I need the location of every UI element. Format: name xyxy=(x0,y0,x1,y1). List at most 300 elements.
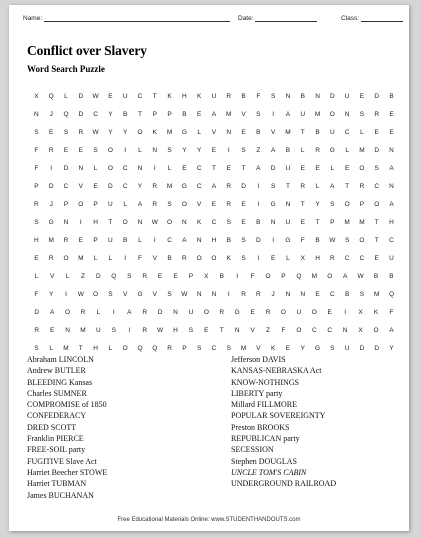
grid-letter[interactable]: P xyxy=(167,110,172,118)
grid-letter[interactable]: E xyxy=(270,254,276,262)
grid-letter[interactable]: E xyxy=(315,164,320,172)
grid-letter[interactable]: Q xyxy=(111,272,117,280)
grid-letter[interactable]: E xyxy=(157,272,163,280)
grid-letter[interactable]: M xyxy=(359,218,365,226)
grid-letter[interactable]: B xyxy=(315,128,320,136)
grid-letter[interactable]: S xyxy=(93,146,98,154)
grid-letter[interactable]: L xyxy=(138,146,142,154)
grid-letter[interactable]: N xyxy=(34,110,39,118)
grid-letter[interactable]: M xyxy=(344,218,350,226)
grid-letter[interactable]: I xyxy=(112,308,115,316)
grid-letter[interactable]: V xyxy=(196,200,202,208)
grid-letter[interactable]: B xyxy=(256,128,261,136)
grid-letter[interactable]: T xyxy=(108,218,113,226)
grid-letter[interactable]: N xyxy=(300,290,306,298)
grid-letter[interactable]: Q xyxy=(388,290,395,298)
grid-letter[interactable]: R xyxy=(256,290,261,298)
grid-letter[interactable]: E xyxy=(182,164,187,172)
grid-letter[interactable]: N xyxy=(226,128,232,136)
grid-letter[interactable]: A xyxy=(127,308,132,316)
grid-letter[interactable]: T xyxy=(152,92,157,100)
grid-letter[interactable]: T xyxy=(345,182,350,190)
grid-letter[interactable]: S xyxy=(241,254,246,262)
grid-letter[interactable]: A xyxy=(49,308,55,316)
grid-letter[interactable]: N xyxy=(196,290,202,298)
grid-letter[interactable]: F xyxy=(34,146,39,154)
grid-letter[interactable]: T xyxy=(241,164,246,172)
grid-letter[interactable]: R xyxy=(142,272,148,280)
grid-letter[interactable]: M xyxy=(166,128,173,136)
grid-letter[interactable]: O xyxy=(359,236,365,244)
grid-letter[interactable]: W xyxy=(92,128,99,136)
grid-letter[interactable]: R xyxy=(34,200,39,208)
grid-letter[interactable]: D xyxy=(241,182,246,190)
grid-letter[interactable]: Y xyxy=(108,110,113,118)
grid-letter[interactable]: P xyxy=(182,344,187,352)
grid-letter[interactable]: A xyxy=(330,182,335,190)
grid-letter[interactable]: R xyxy=(226,182,232,190)
grid-letter[interactable]: R xyxy=(142,326,148,334)
grid-letter[interactable]: E xyxy=(389,128,394,136)
grid-letter[interactable]: O xyxy=(78,200,84,208)
class-line[interactable] xyxy=(361,14,403,22)
grid-letter[interactable]: N xyxy=(389,146,394,154)
grid-letter[interactable]: A xyxy=(182,236,187,244)
grid-letter[interactable]: P xyxy=(93,236,98,244)
grid-letter[interactable]: Y xyxy=(315,200,320,208)
grid-letter[interactable]: W xyxy=(151,218,158,226)
grid-letter[interactable]: N xyxy=(344,110,350,118)
grid-letter[interactable]: E xyxy=(374,254,379,262)
grid-letter[interactable]: G xyxy=(137,290,143,298)
grid-letter[interactable]: S xyxy=(241,146,246,154)
grid-letter[interactable]: N xyxy=(285,92,291,100)
grid-letter[interactable]: O xyxy=(65,308,71,316)
grid-letter[interactable]: P xyxy=(330,218,335,226)
grid-letter[interactable]: R xyxy=(152,200,158,208)
grid-letter[interactable]: U xyxy=(108,236,113,244)
grid-letter[interactable]: H xyxy=(182,92,187,100)
grid-letter[interactable]: N xyxy=(342,326,348,334)
grid-letter[interactable]: C xyxy=(374,182,380,190)
grid-letter[interactable]: D xyxy=(374,344,380,352)
grid-letter[interactable]: I xyxy=(128,326,131,334)
grid-letter[interactable]: E xyxy=(300,164,305,172)
grid-letter[interactable]: G xyxy=(181,128,187,136)
grid-letter[interactable]: C xyxy=(167,236,172,244)
grid-letter[interactable]: I xyxy=(257,182,260,190)
grid-letter[interactable]: I xyxy=(50,164,53,172)
grid-letter[interactable]: E xyxy=(78,236,83,244)
grid-letter[interactable]: A xyxy=(342,272,348,280)
grid-letter[interactable]: I xyxy=(124,254,127,262)
grid-letter[interactable]: H xyxy=(93,344,98,352)
grid-letter[interactable]: B xyxy=(241,92,246,100)
grid-letter[interactable]: Q xyxy=(152,344,158,352)
grid-letter[interactable]: B xyxy=(315,236,320,244)
grid-letter[interactable]: A xyxy=(389,164,394,172)
grid-letter[interactable]: D xyxy=(96,272,101,280)
grid-letter[interactable]: G xyxy=(270,200,276,208)
grid-letter[interactable]: S xyxy=(226,218,231,226)
grid-letter[interactable]: T xyxy=(300,200,305,208)
grid-letter[interactable]: B xyxy=(300,92,305,100)
grid-letter[interactable]: S xyxy=(226,344,231,352)
grid-letter[interactable]: L xyxy=(65,272,70,280)
grid-letter[interactable]: T xyxy=(315,218,320,226)
grid-letter[interactable]: H xyxy=(173,326,178,334)
grid-letter[interactable]: I xyxy=(257,200,260,208)
grid-letter[interactable]: D xyxy=(63,164,69,172)
grid-letter[interactable]: I xyxy=(272,236,275,244)
grid-letter[interactable]: F xyxy=(389,308,394,316)
grid-letter[interactable]: F xyxy=(137,254,142,262)
grid-letter[interactable]: O xyxy=(311,308,317,316)
grid-letter[interactable]: D xyxy=(359,344,365,352)
grid-letter[interactable]: Z xyxy=(266,326,271,334)
grid-letter[interactable]: F xyxy=(34,164,39,172)
grid-letter[interactable]: V xyxy=(152,290,157,298)
grid-letter[interactable]: A xyxy=(137,200,143,208)
grid-letter[interactable]: S xyxy=(344,236,350,244)
grid-letter[interactable]: D xyxy=(270,164,276,172)
grid-letter[interactable]: L xyxy=(345,146,349,154)
grid-letter[interactable]: T xyxy=(285,182,290,190)
grid-letter[interactable]: D xyxy=(78,110,84,118)
grid-letter[interactable]: N xyxy=(285,290,291,298)
grid-letter[interactable]: Q xyxy=(296,272,302,280)
grid-letter[interactable]: K xyxy=(226,254,231,262)
grid-letter[interactable]: M xyxy=(374,290,380,298)
grid-letter[interactable]: N xyxy=(63,218,69,226)
grid-letter[interactable]: R xyxy=(48,146,54,154)
grid-letter[interactable]: Q xyxy=(63,110,69,118)
grid-letter[interactable]: U xyxy=(296,308,302,316)
grid-letter[interactable]: O xyxy=(296,326,302,334)
grid-letter[interactable]: E xyxy=(327,308,332,316)
grid-letter[interactable]: L xyxy=(34,272,39,280)
grid-letter[interactable]: D xyxy=(374,92,380,100)
grid-letter[interactable]: Y xyxy=(389,344,394,352)
grid-letter[interactable]: E xyxy=(285,344,291,352)
grid-letter[interactable]: I xyxy=(236,272,239,280)
grid-letter[interactable]: U xyxy=(285,164,291,172)
grid-letter[interactable]: O xyxy=(122,218,128,226)
grid-letter[interactable]: C xyxy=(359,254,365,262)
grid-letter[interactable]: H xyxy=(34,236,39,244)
grid-letter[interactable]: E xyxy=(78,146,83,154)
grid-letter[interactable]: O xyxy=(93,290,99,298)
grid-letter[interactable]: I xyxy=(227,290,230,298)
grid-letter[interactable]: C xyxy=(63,182,69,190)
grid-letter[interactable]: Q xyxy=(137,344,143,352)
grid-letter[interactable]: B xyxy=(182,110,187,118)
grid-letter[interactable]: U xyxy=(300,110,306,118)
grid-letter[interactable]: E xyxy=(211,146,217,154)
grid-letter[interactable]: A xyxy=(389,326,394,334)
grid-letter[interactable]: U xyxy=(108,200,113,208)
grid-letter[interactable]: S xyxy=(34,218,39,226)
grid-letter[interactable]: C xyxy=(329,290,335,298)
grid-letter[interactable]: N xyxy=(196,236,202,244)
grid-letter[interactable]: B xyxy=(373,272,379,280)
grid-letter[interactable]: M xyxy=(311,272,318,280)
grid-letter[interactable]: S xyxy=(34,344,39,352)
grid-letter[interactable]: S xyxy=(167,200,172,208)
grid-letter[interactable]: C xyxy=(196,164,202,172)
grid-letter[interactable]: H xyxy=(211,236,217,244)
grid-letter[interactable]: O xyxy=(122,344,128,352)
grid-letter[interactable]: C xyxy=(344,254,350,262)
grid-letter[interactable]: N xyxy=(182,218,187,226)
grid-letter[interactable]: O xyxy=(359,164,365,172)
grid-letter[interactable]: H xyxy=(93,218,98,226)
grid-letter[interactable]: U xyxy=(344,92,350,100)
grid-letter[interactable]: M xyxy=(226,110,232,118)
grid-letter[interactable]: E xyxy=(300,218,305,226)
grid-letter[interactable]: V xyxy=(250,326,255,334)
grid-letter[interactable]: N xyxy=(152,146,158,154)
grid-letter[interactable]: E xyxy=(49,128,54,136)
grid-letter[interactable]: L xyxy=(93,254,98,262)
grid-letter[interactable]: E xyxy=(226,164,231,172)
grid-letter[interactable]: D xyxy=(256,236,261,244)
grid-letter[interactable]: B xyxy=(389,272,394,280)
grid-letter[interactable]: A xyxy=(285,110,291,118)
grid-letter[interactable]: R xyxy=(78,128,84,136)
grid-letter[interactable]: W xyxy=(92,92,99,100)
grid-letter[interactable]: R xyxy=(241,290,246,298)
grid-letter[interactable]: L xyxy=(167,164,172,172)
grid-letter[interactable]: E xyxy=(315,290,320,298)
grid-letter[interactable]: M xyxy=(80,326,86,334)
grid-letter[interactable]: S xyxy=(270,92,276,100)
grid-letter[interactable]: S xyxy=(270,182,276,190)
grid-letter[interactable]: G xyxy=(181,182,187,190)
grid-letter[interactable]: V xyxy=(49,272,55,280)
grid-letter[interactable]: B xyxy=(123,110,128,118)
grid-letter[interactable]: U xyxy=(96,326,101,334)
grid-letter[interactable]: A xyxy=(389,200,394,208)
grid-letter[interactable]: I xyxy=(153,236,156,244)
grid-letter[interactable]: U xyxy=(329,128,335,136)
grid-letter[interactable]: R xyxy=(34,326,40,334)
date-line[interactable] xyxy=(255,14,317,22)
grid-letter[interactable]: W xyxy=(77,290,84,298)
grid-letter[interactable]: X xyxy=(358,326,363,334)
grid-letter[interactable]: F xyxy=(250,272,255,280)
grid-letter[interactable]: R xyxy=(63,236,69,244)
grid-letter[interactable]: S xyxy=(111,326,116,334)
grid-letter[interactable]: B xyxy=(226,236,231,244)
grid-letter[interactable]: V xyxy=(123,290,128,298)
grid-letter[interactable]: E xyxy=(204,326,209,334)
grid-letter[interactable]: W xyxy=(157,326,164,334)
grid-letter[interactable]: I xyxy=(272,110,275,118)
grid-letter[interactable]: C xyxy=(122,164,128,172)
grid-letter[interactable]: N xyxy=(78,164,84,172)
grid-letter[interactable]: A xyxy=(211,182,217,190)
grid-letter[interactable]: C xyxy=(211,218,217,226)
date-field[interactable] xyxy=(238,14,317,22)
grid-letter[interactable]: D xyxy=(374,146,380,154)
grid-letter[interactable]: J xyxy=(271,290,275,298)
grid-letter[interactable]: L xyxy=(93,164,98,172)
grid-letter[interactable]: L xyxy=(49,344,53,352)
grid-letter[interactable]: H xyxy=(389,218,394,226)
grid-letter[interactable]: F xyxy=(34,290,39,298)
grid-letter[interactable]: W xyxy=(329,236,336,244)
grid-letter[interactable]: N xyxy=(211,290,217,298)
grid-letter[interactable]: E xyxy=(173,272,178,280)
grid-letter[interactable]: T xyxy=(374,236,379,244)
grid-letter[interactable]: P xyxy=(188,272,194,280)
grid-letter[interactable]: S xyxy=(241,236,246,244)
grid-letter[interactable]: I xyxy=(153,164,156,172)
grid-letter[interactable]: S xyxy=(359,290,365,298)
grid-letter[interactable]: E xyxy=(49,326,55,334)
grid-letter[interactable]: S xyxy=(188,326,194,334)
grid-letter[interactable]: Y xyxy=(108,128,113,136)
grid-letter[interactable]: M xyxy=(78,254,84,262)
grid-letter[interactable]: G xyxy=(285,236,291,244)
grid-letter[interactable]: L xyxy=(286,254,290,262)
grid-letter[interactable]: W xyxy=(181,290,188,298)
grid-letter[interactable]: P xyxy=(152,110,157,118)
grid-letter[interactable]: U xyxy=(122,92,128,100)
grid-letter[interactable]: U xyxy=(344,344,350,352)
grid-letter[interactable]: E xyxy=(344,164,350,172)
grid-letter[interactable]: C xyxy=(389,236,394,244)
grid-letter[interactable]: O xyxy=(203,308,209,316)
grid-letter[interactable]: E xyxy=(93,182,98,190)
grid-letter[interactable]: L xyxy=(197,128,201,136)
grid-letter[interactable]: D xyxy=(329,92,335,100)
grid-letter[interactable]: M xyxy=(285,128,291,136)
grid-letter[interactable]: U xyxy=(188,308,194,316)
grid-letter[interactable]: T xyxy=(374,218,379,226)
grid-letter[interactable]: E xyxy=(34,254,39,262)
grid-letter[interactable]: L xyxy=(360,128,364,136)
grid-letter[interactable]: P xyxy=(281,272,286,280)
grid-letter[interactable]: C xyxy=(122,182,128,190)
grid-letter[interactable]: T xyxy=(300,128,305,136)
grid-letter[interactable]: B xyxy=(123,236,128,244)
grid-letter[interactable]: X xyxy=(204,272,209,280)
grid-letter[interactable]: E xyxy=(241,218,246,226)
grid-letter[interactable]: E xyxy=(374,128,379,136)
grid-letter[interactable]: C xyxy=(327,326,333,334)
grid-letter[interactable]: B xyxy=(256,218,261,226)
grid-letter[interactable]: R xyxy=(359,182,365,190)
grid-letter[interactable]: S xyxy=(374,164,379,172)
grid-letter[interactable]: M xyxy=(240,344,247,352)
grid-letter[interactable]: B xyxy=(344,290,350,298)
grid-letter[interactable]: O xyxy=(373,326,379,334)
grid-letter[interactable]: V xyxy=(78,182,83,190)
grid-letter[interactable]: L xyxy=(138,236,142,244)
grid-letter[interactable]: O xyxy=(329,110,335,118)
grid-letter[interactable]: B xyxy=(389,92,394,100)
grid-letter[interactable]: Z xyxy=(256,146,261,154)
grid-letter[interactable]: O xyxy=(280,308,286,316)
grid-letter[interactable]: A xyxy=(256,164,261,172)
grid-letter[interactable]: W xyxy=(357,272,364,280)
grid-letter[interactable]: F xyxy=(281,326,286,334)
grid-letter[interactable]: J xyxy=(49,110,53,118)
grid-letter[interactable]: D xyxy=(48,182,54,190)
grid-letter[interactable]: Q xyxy=(48,92,54,100)
grid-letter[interactable]: O xyxy=(63,254,69,262)
grid-letter[interactable]: U xyxy=(285,218,291,226)
grid-letter[interactable]: A xyxy=(270,146,276,154)
grid-letter[interactable]: K xyxy=(167,92,172,100)
grid-letter[interactable]: P xyxy=(34,182,39,190)
grid-letter[interactable]: D xyxy=(108,182,113,190)
grid-letter[interactable]: V xyxy=(241,110,246,118)
grid-letter[interactable]: R xyxy=(300,182,306,190)
grid-letter[interactable]: I xyxy=(257,254,260,262)
grid-letter[interactable]: G xyxy=(315,344,321,352)
grid-letter[interactable]: L xyxy=(315,182,320,190)
grid-letter[interactable]: R xyxy=(226,200,232,208)
grid-letter[interactable]: O xyxy=(344,200,350,208)
grid-letter[interactable]: V xyxy=(152,254,157,262)
grid-letter[interactable]: S xyxy=(108,290,113,298)
grid-letter[interactable]: N xyxy=(389,182,394,190)
grid-letter[interactable]: K xyxy=(270,344,276,352)
grid-letter[interactable]: C xyxy=(93,110,98,118)
grid-letter[interactable]: L xyxy=(330,164,335,172)
grid-letter[interactable]: E xyxy=(196,110,202,118)
grid-letter[interactable]: R xyxy=(48,254,54,262)
grid-letter[interactable]: L xyxy=(108,344,113,352)
name-field[interactable] xyxy=(23,14,230,22)
grid-letter[interactable]: Y xyxy=(196,146,202,154)
grid-letter[interactable]: S xyxy=(330,344,335,352)
grid-letter[interactable]: Y xyxy=(182,146,187,154)
grid-letter[interactable]: F xyxy=(256,92,261,100)
grid-letter[interactable]: I xyxy=(227,146,230,154)
grid-letter[interactable]: E xyxy=(63,146,69,154)
grid-letter[interactable]: N xyxy=(315,92,320,100)
grid-letter[interactable]: S xyxy=(127,272,132,280)
grid-letter[interactable]: I xyxy=(124,146,127,154)
grid-letter[interactable]: D xyxy=(157,308,163,316)
grid-letter[interactable]: L xyxy=(96,308,101,316)
grid-letter[interactable]: X xyxy=(34,92,39,100)
grid-letter[interactable]: R xyxy=(219,308,225,316)
grid-letter[interactable]: N xyxy=(234,326,240,334)
grid-letter[interactable]: N xyxy=(270,218,276,226)
grid-letter[interactable]: T xyxy=(137,110,142,118)
grid-letter[interactable]: O xyxy=(196,254,202,262)
grid-letter[interactable]: K xyxy=(196,92,202,100)
grid-letter[interactable]: S xyxy=(63,128,69,136)
grid-letter[interactable]: N xyxy=(285,200,291,208)
grid-letter[interactable]: D xyxy=(34,308,40,316)
grid-letter[interactable]: C xyxy=(311,326,317,334)
grid-letter[interactable]: O xyxy=(374,200,380,208)
grid-letter[interactable]: O xyxy=(265,272,271,280)
grid-letter[interactable]: B xyxy=(219,272,224,280)
grid-letter[interactable]: F xyxy=(300,236,305,244)
grid-letter[interactable]: N xyxy=(137,218,143,226)
grid-letter[interactable]: E xyxy=(108,92,113,100)
grid-letter[interactable]: L xyxy=(123,200,127,208)
grid-letter[interactable]: O xyxy=(327,272,333,280)
grid-letter[interactable]: A xyxy=(211,110,217,118)
